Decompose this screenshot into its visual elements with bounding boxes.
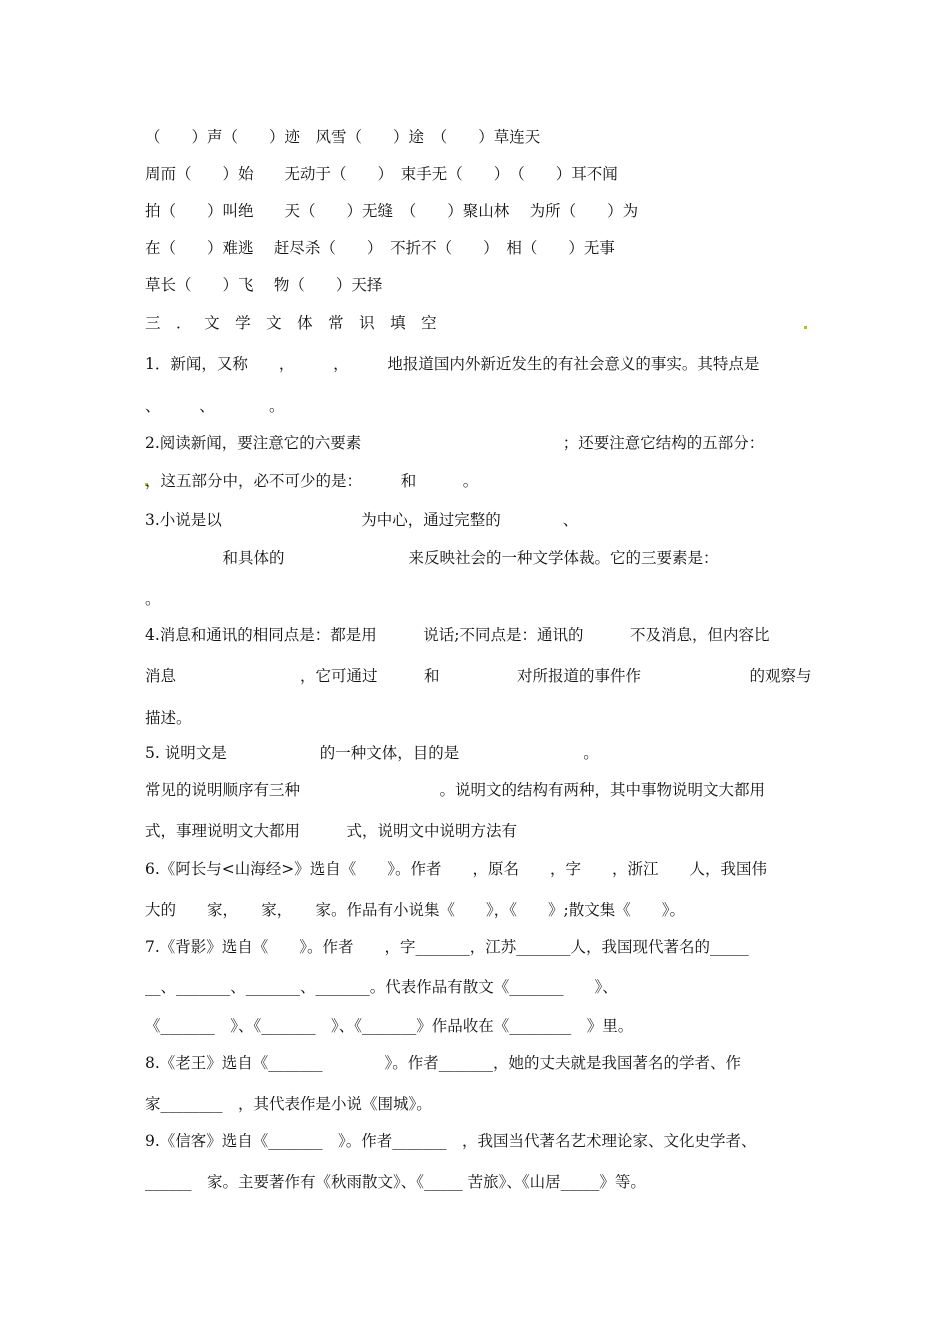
question-6-line-2: 大的 家， 家， 家。作品有小说集《 》，《 》;散文集《 》。: [145, 901, 685, 919]
question-4-line-1: 4.消息和通讯的相同点是：都是用 说话;不同点是：通讯的 不及消息，但内容比: [145, 626, 770, 644]
section-heading: 三 ． 文 学 文 体 常 识 填 空: [145, 314, 437, 332]
question-9-line-2: ______ 家。主要著作有《秋雨散文》、《_____ 苦旅》、《山居_____》等。: [145, 1173, 646, 1191]
question-7-line-2: __、_______、_______、_______。代表作品有散文《_______ 》、: [145, 978, 618, 996]
idiom-fill-row-3: 拍（ ）叫绝 天（ ）无缝 （ ）聚山林 为所（ ）为: [145, 202, 639, 220]
question-1-line-1: 1．新闻，又称 ， ， 地报道国内外新近发生的有社会意义的事实。其特点是: [145, 355, 760, 373]
question-7-line-3: 《_______ 》、《_______ 》、《_______》作品收在《________ 》里。: [145, 1017, 634, 1035]
question-2-line-2: ，这五部分中，必不可少的是： 和 。: [145, 472, 479, 490]
idiom-fill-row-5: 草长（ ）飞 物（ ）天择: [145, 276, 383, 294]
question-1-line-2: 、 、 。: [145, 397, 285, 415]
question-3-line-2: 和具体的 来反映社会的一种文学体裁。它的三要素是：: [145, 549, 719, 567]
question-2-line-1: 2.阅读新闻，要注意它的六要素 ；还要注意它结构的五部分：: [145, 434, 765, 452]
question-3-line-3: 。: [145, 590, 161, 608]
question-9-line-1: 9.《信客》选自《_______ 》。作者_______ ，我国当代著名艺术理论家、文化史学者、: [145, 1132, 757, 1150]
question-8-line-2: 家________ ，其代表作是小说《围城》。: [145, 1095, 432, 1113]
question-5-line-3: 式，事理说明文大都用 式，说明文中说明方法有: [145, 822, 518, 840]
question-8-line-1: 8.《老王》选自《_______ 》。作者_______，她的丈夫就是我国著名的学者、作: [145, 1054, 742, 1072]
idiom-fill-row-1: （ ）声（ ）迹 风雪（ ）途 （ ）草连天: [145, 128, 541, 146]
question-5-line-2: 常见的说明顺序有三种 。说明文的结构有两种，其中事物说明文大都用: [145, 781, 766, 799]
question-5-line-1: 5. 说明文是 的一种文体，目的是 。: [145, 744, 599, 762]
idiom-fill-row-4: 在（ ）难逃 赶尽杀（ ） 不折不（ ） 相（ ）无事: [145, 239, 615, 257]
question-4-line-3: 描述。: [145, 709, 192, 727]
question-4-line-2: 消息 ，它可通过 和 对所报道的事件作 的观察与: [145, 667, 812, 685]
question-6-line-1: 6.《阿长与<山海经>》选自《 》。作者 ，原名 ，字 ，浙江 人，我国伟: [145, 860, 768, 878]
question-3-line-1: 3.小说是以 为中心，通过完整的 、: [145, 511, 579, 529]
marker-dot: [804, 326, 807, 329]
idiom-fill-row-2: 周而（ ）始 无动于（ ） 束手无（ ） （ ）耳不闻: [145, 165, 618, 183]
question-7-line-1: 7.《背影》选自《 》。作者 ，字_______，江苏_______人，我国现代著名的_____: [145, 938, 749, 956]
